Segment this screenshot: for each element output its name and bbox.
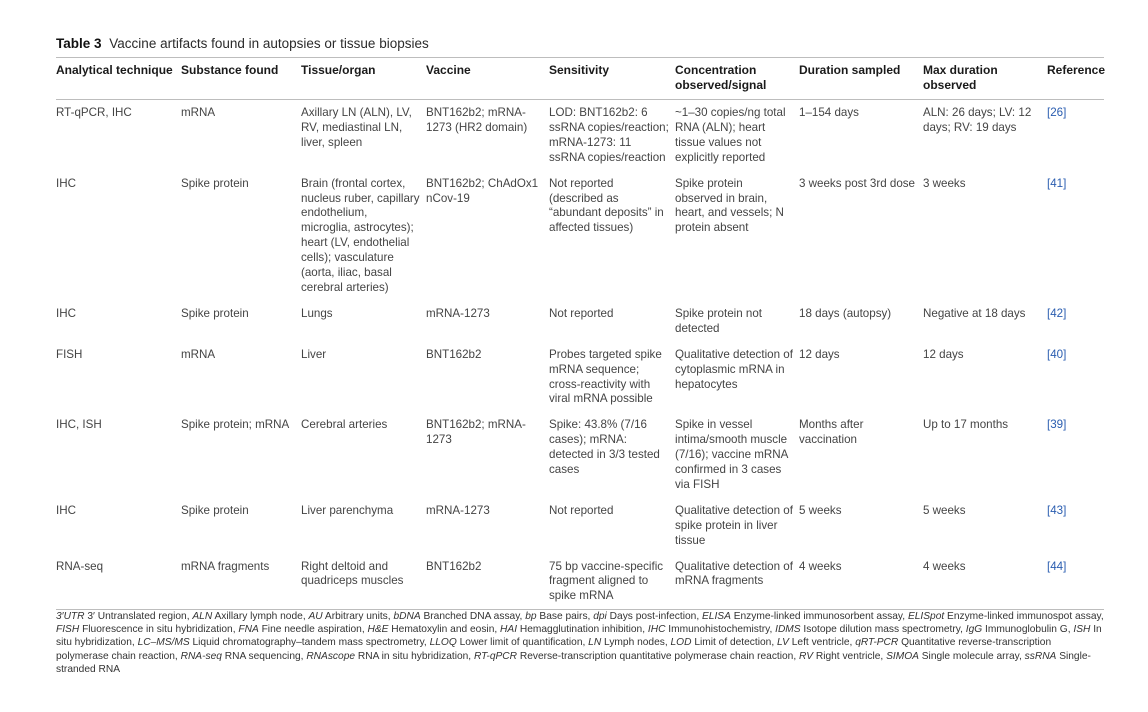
abbreviation-term: ELISpot (907, 611, 945, 622)
abbreviation-definition: Base pairs (539, 611, 588, 622)
col-header-tissue: Tissue/organ (301, 63, 376, 77)
abbreviation-term: bDNA (393, 611, 421, 622)
cell-concentration: ~1–30 copies/ng total RNA (ALN); heart tissue values not explicitly reported (675, 106, 786, 164)
abbreviation-definition: Limit of detection (694, 637, 772, 649)
cell-substance: Spike protein (181, 306, 249, 320)
col-header-substance: Substance found (181, 63, 279, 77)
table-row (56, 498, 1104, 554)
reference-link[interactable]: [42] (1047, 306, 1067, 320)
cell-tissue: Brain (frontal cortex, nucleus ruber, capillary endothelium, microglia, astrocytes); heart (LV, endothelial cells); vasculature (aorta, iliac, basal cerebral arteries) (301, 176, 420, 294)
abbreviation-definition: Axillary lymph node (214, 611, 303, 622)
abbreviation-term: LOD (670, 637, 692, 649)
table-row (56, 412, 1104, 498)
cell-reference[interactable] (1047, 554, 1104, 610)
abbreviation-definition: Enzyme-linked immunosorbent assay (733, 611, 903, 622)
cell-tissue: Cerebral arteries (301, 418, 388, 432)
abbreviation-definition: Single molecule array (921, 650, 1019, 662)
cell-tissue: Liver (301, 347, 327, 361)
abbreviation-definition: Fine needle aspiration (261, 624, 362, 636)
cell-reference[interactable] (1047, 100, 1104, 171)
abbreviation-definition: Immunoglobulin G (985, 624, 1068, 636)
cell-substance: mRNA (181, 347, 216, 361)
cell-max-duration: 4 weeks (923, 559, 966, 573)
cell-duration: 12 days (799, 347, 840, 361)
abbreviation-definition: In situ hybridization (56, 624, 1102, 649)
abbreviation-term: RV (799, 650, 813, 662)
cell-concentration: Qualitative detection of cytoplasmic mRNA in hepatocytes (675, 347, 793, 391)
abbreviation-definition: 3′ Untranslated region (87, 611, 187, 622)
abbreviation-definition: Quantitative reverse-transcription polymerase chain reaction (56, 637, 1052, 662)
abbreviation-definition: RNA in situ hybridization (357, 650, 469, 662)
col-header-concentration: Concentration observed/signal (675, 63, 767, 92)
cell-technique: IHC, ISH (56, 418, 102, 432)
cell-concentration: Spike protein not detected (675, 306, 763, 335)
cell-concentration: Qualitative detection of mRNA fragments (675, 559, 793, 588)
cell-reference[interactable] (1047, 301, 1104, 342)
reference-link[interactable]: [26] (1047, 106, 1067, 119)
cell-vaccine: mRNA-1273 (426, 306, 490, 320)
abbreviation-term: RNA-seq (180, 650, 222, 662)
cell-sensitivity: Spike: 43.8% (7/16 cases); mRNA: detected in 3/3 tested cases (549, 418, 660, 477)
reference-link[interactable]: [43] (1047, 503, 1067, 517)
cell-reference[interactable] (1047, 171, 1104, 301)
abbreviation-term: qRT-PCR (855, 637, 899, 649)
abbreviation-term: LLOQ (429, 637, 457, 649)
data-table (56, 58, 1104, 609)
cell-substance: Spike protein (181, 503, 249, 517)
cell-sensitivity: Not reported (described as “abundant deposits” in affected tissues) (549, 176, 664, 235)
cell-sensitivity: Probes targeted spike mRNA sequence; cross-reactivity with viral mRNA possible (549, 347, 662, 406)
abbreviation-definition: Arbitrary units (324, 611, 388, 622)
cell-max-duration: ALN: 26 days; LV: 12 days; RV: 19 days (923, 106, 1032, 134)
table-body (56, 100, 1104, 609)
abbreviation-term: SIMOA (886, 650, 919, 662)
cell-concentration: Qualitative detection of spike protein in liver tissue (675, 503, 793, 547)
cell-sensitivity: Not reported (549, 306, 614, 320)
abbreviation-definition: Lower limit of quantification (459, 637, 583, 649)
cell-technique: RNA-seq (56, 559, 104, 573)
cell-substance: mRNA (181, 106, 216, 119)
abbreviation-term: LV (777, 637, 789, 649)
table-row (56, 342, 1104, 413)
abbreviation-term: 3′UTR (56, 611, 85, 622)
table-footnote: 3′UTR 3′ Untranslated region, ALN Axillary lymph node, AU Arbitrary units, bDNA Branched DNA assay, bp Base pairs, dpi Days post-infection, ELISA Enzyme-linked immunosorbent assay, ELISpot Enzyme-linked immunospot assay, FISH Fluorescence in situ hybridization, FNA Fine needle aspiration, H&E Hematoxylin and eosin, HAI Hemagglutination inhibition, IHC Immunohistochemistry, IDMS Isotope dilution mass spectrometry, IgG Immunoglobulin G, ISH In situ hybridization, LC–MS/MS Liquid chromatography–tandem mass spectrometry, LLOQ Lower limit of quantification, LN Lymph nodes, LOD Limit of detection, LV Left ventricle, qRT-PCR Quantitative reverse-transcription polymerase chain reaction, RNA-seq RNA sequencing, RNAscope RNA in situ hybridization, RT-qPCR Reverse-transcription quantitative polymerase chain reaction, RV Right ventricle, SIMOA Single molecule array, ssRNA Single-stranded RNA (56, 611, 1104, 675)
abbreviation-definition: Reverse-transcription quantitative polymerase chain reaction (519, 650, 794, 662)
cell-max-duration: 3 weeks (923, 176, 966, 190)
cell-vaccine: BNT162b2; ChAdOx1 nCov-19 (426, 176, 539, 205)
abbreviation-term: ssRNA (1024, 650, 1057, 662)
abbreviation-term: LN (588, 637, 602, 649)
abbreviation-definition: Immunohistochemistry (668, 624, 770, 636)
abbreviation-term: HAI (500, 624, 518, 636)
abbreviation-term: ELISA (701, 611, 731, 622)
abbreviation-term: ALN (192, 611, 213, 622)
col-header-vaccine: Vaccine (426, 63, 471, 77)
cell-sensitivity: 75 bp vaccine-specific fragment aligned to spike mRNA (549, 559, 664, 603)
abbreviation-definition: Left ventricle (791, 637, 850, 649)
cell-vaccine: BNT162b2; mRNA-1273 (426, 418, 526, 447)
table-caption (56, 36, 1104, 51)
cell-duration: 4 weeks (799, 559, 842, 573)
cell-duration: 5 weeks (799, 503, 842, 517)
cell-reference[interactable] (1047, 342, 1104, 413)
cell-vaccine: BNT162b2; mRNA-1273 (HR2 domain) (426, 106, 528, 134)
abbreviation-term: H&E (367, 624, 389, 636)
table-row (56, 554, 1104, 610)
abbreviation-term: FNA (238, 624, 259, 636)
abbreviation-definition: Liquid chromatography–tandem mass spectrometry (192, 637, 424, 649)
reference-link[interactable]: [44] (1047, 559, 1067, 573)
cell-max-duration: Negative at 18 days (923, 306, 1026, 320)
reference-link[interactable]: [39] (1047, 418, 1067, 432)
cell-max-duration: 12 days (923, 347, 964, 361)
cell-concentration: Spike in vessel intima/smooth muscle (7/16); vaccine mRNA confirmed in 3 cases via FISH (675, 418, 788, 491)
col-header-reference: Reference (1047, 63, 1106, 77)
cell-substance: Spike protein (181, 176, 249, 190)
table-row (56, 171, 1104, 301)
abbreviation-definition: RNA sequencing (224, 650, 301, 662)
abbreviation-definition: Enzyme-linked immunospot assay (947, 611, 1101, 622)
abbreviation-definition: Fluorescence in situ hybridization (82, 624, 233, 636)
abbreviation-term: bp (525, 611, 537, 622)
cell-reference[interactable] (1047, 412, 1104, 498)
abbreviation-definition: Branched DNA assay (423, 611, 520, 622)
cell-max-duration: 5 weeks (923, 503, 966, 517)
abbreviation-definition: Isotope dilution mass spectrometry (803, 624, 961, 636)
abbreviation-term: LC–MS/MS (137, 637, 190, 649)
cell-technique: IHC (56, 503, 76, 517)
cell-technique: FISH (56, 347, 83, 361)
cell-substance: mRNA fragments (181, 559, 270, 573)
abbreviation-definition: Lymph nodes (604, 637, 665, 649)
cell-max-duration: Up to 17 months (923, 418, 1009, 432)
header-row (56, 58, 1104, 93)
abbreviation-definition: Hematoxylin and eosin (391, 624, 495, 636)
abbreviation-definition: Days post-infection (609, 611, 697, 622)
col-header-max-duration: Max duration observed (923, 63, 998, 92)
abbreviation-definition: Hemagglutination inhibition (519, 624, 643, 636)
cell-tissue: Liver parenchyma (301, 503, 394, 517)
cell-substance: Spike protein; mRNA (181, 418, 290, 432)
abbreviation-term: IHC (647, 624, 666, 636)
reference-link[interactable]: [41] (1047, 176, 1067, 190)
reference-link[interactable]: [40] (1047, 347, 1067, 361)
cell-duration: 18 days (autopsy) (799, 306, 892, 320)
cell-tissue: Lungs (301, 306, 333, 320)
cell-tissue: Axillary LN (ALN), LV, RV, mediastinal LN, liver, spleen (301, 106, 412, 149)
table-row (56, 100, 1104, 171)
abbreviation-definition: Right ventricle (815, 650, 881, 662)
abbreviation-term: ISH (1073, 624, 1091, 636)
cell-technique: RT-qPCR, IHC (56, 106, 132, 119)
table-container (56, 36, 1104, 610)
abbreviation-term: RNAscope (306, 650, 356, 662)
cell-duration: 3 weeks post 3rd dose (799, 176, 916, 190)
cell-duration: 1–154 days (799, 106, 859, 119)
cell-concentration: Spike protein observed in brain, heart, and vessels; N protein absent (675, 176, 784, 235)
abbreviation-term: dpi (593, 611, 607, 622)
abbreviation-term: IgG (965, 624, 983, 636)
abbreviation-term: FISH (56, 624, 80, 636)
abbreviation-term: RT-qPCR (473, 650, 517, 662)
cell-vaccine: BNT162b2 (426, 347, 482, 361)
cell-vaccine: BNT162b2 (426, 559, 482, 573)
col-header-technique: Analytical technique (56, 63, 173, 77)
cell-sensitivity: LOD: BNT162b2: 6 ssRNA copies/reaction; mRNA-1273: 11 ssRNA copies/reaction (549, 106, 669, 164)
abbreviation-term: IDMS (775, 624, 801, 636)
cell-reference[interactable] (1047, 498, 1104, 554)
cell-sensitivity: Not reported (549, 503, 614, 517)
col-header-duration: Duration sampled (799, 63, 901, 77)
col-header-sensitivity: Sensitivity (549, 63, 610, 77)
cell-tissue: Right deltoid and quadriceps muscles (301, 559, 404, 588)
table-caption-label: Table 3 (56, 36, 102, 51)
cell-technique: IHC (56, 306, 76, 320)
cell-vaccine: mRNA-1273 (426, 503, 490, 517)
table-row (56, 301, 1104, 342)
table-caption-text: Vaccine artifacts found in autopsies or tissue biopsies (109, 36, 429, 51)
cell-duration: Months after vaccination (799, 418, 864, 447)
abbreviation-term: AU (308, 611, 323, 622)
cell-technique: IHC (56, 176, 76, 190)
abbreviation-definition: Single-stranded RNA (56, 650, 1091, 675)
